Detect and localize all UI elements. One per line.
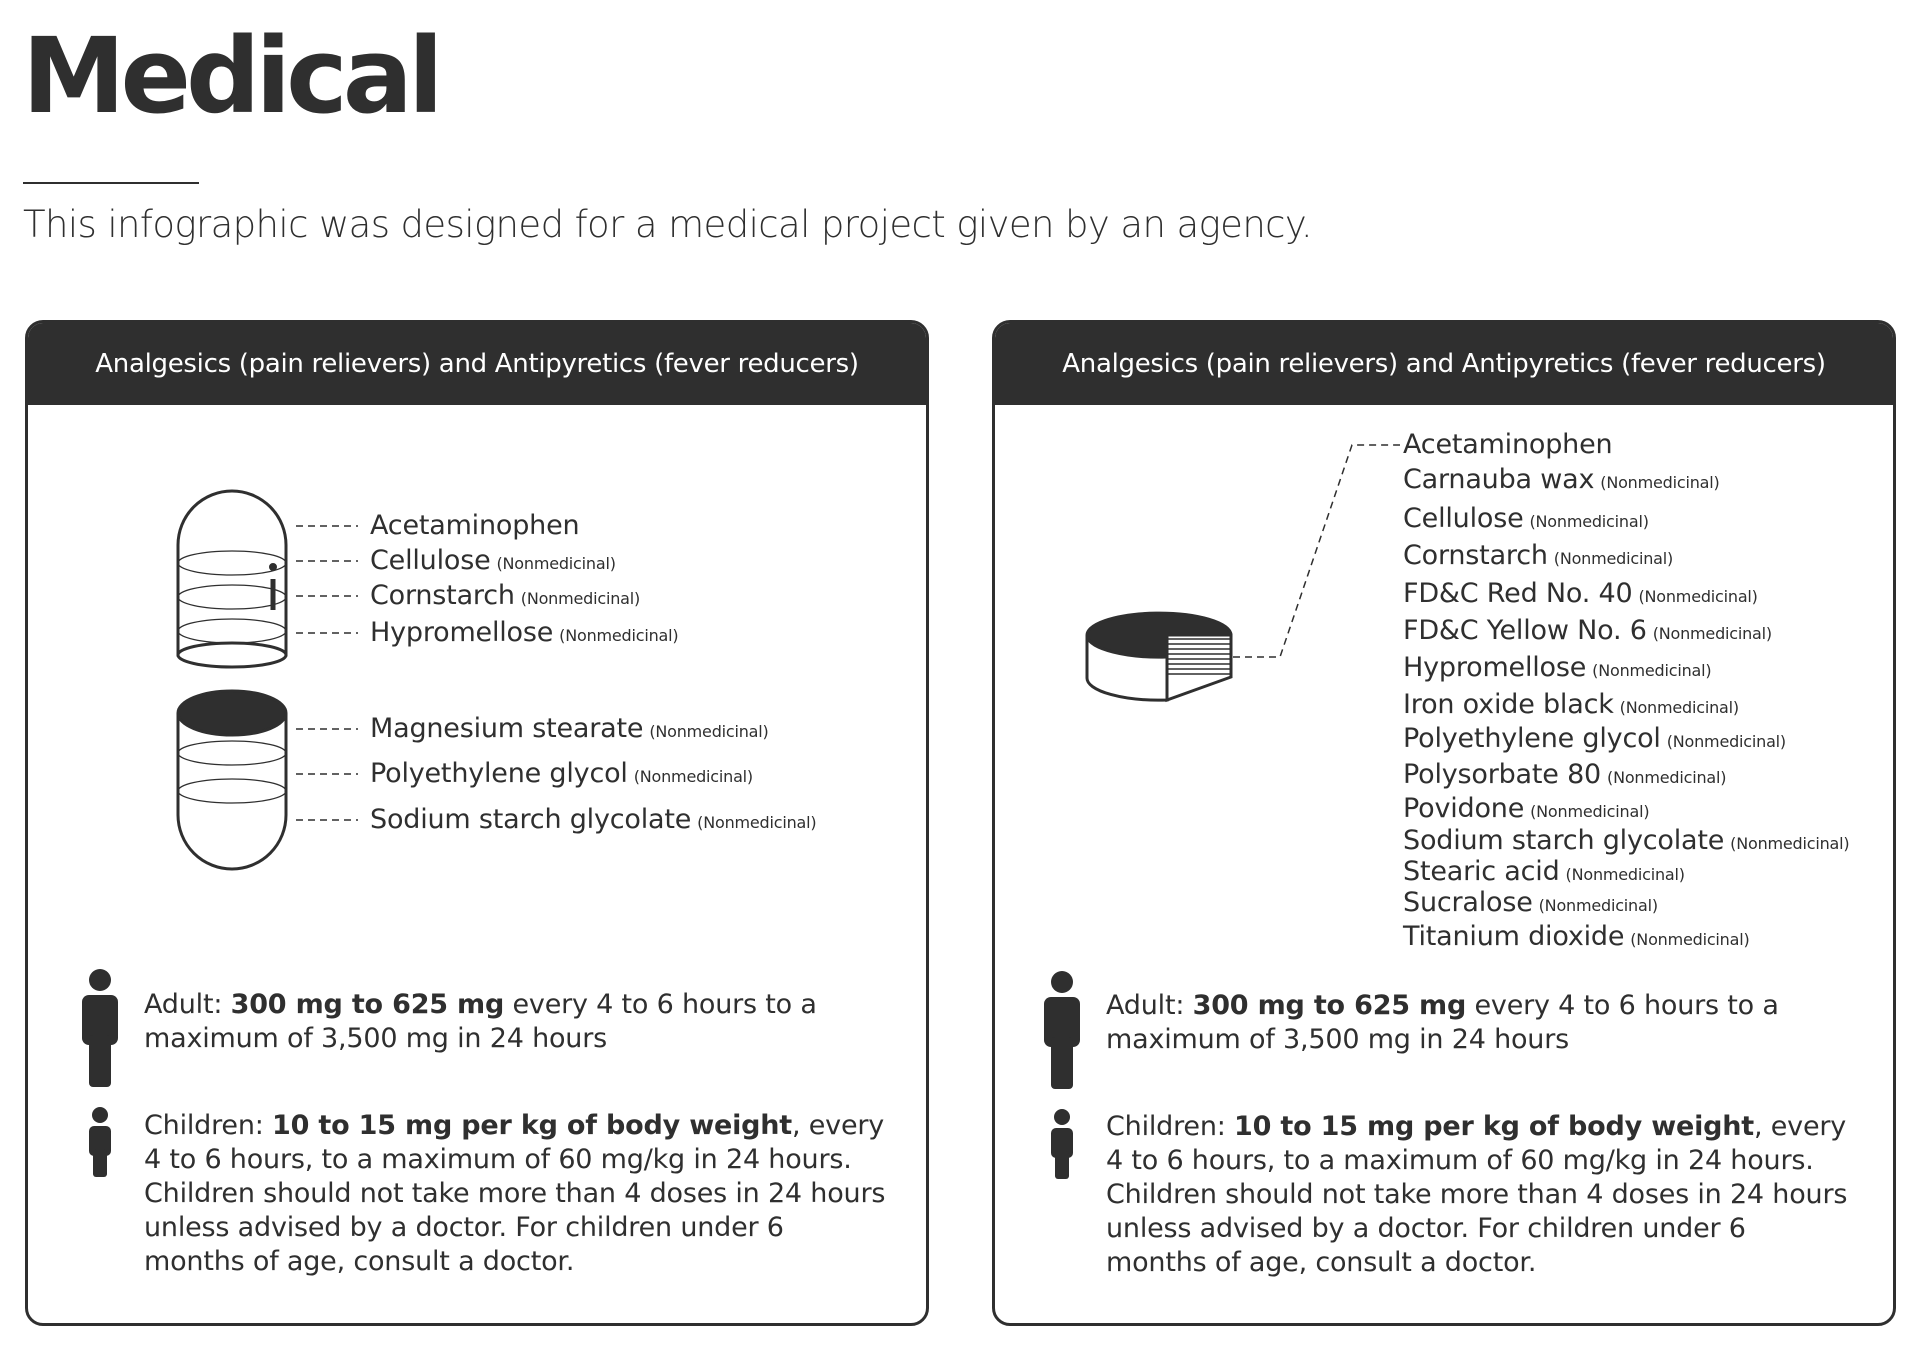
ingredient-item: Sodium starch glycolate (Nonmedicinal)	[1403, 825, 1850, 856]
ingredient-item: FD&C Red No. 40 (Nonmedicinal)	[1403, 578, 1758, 609]
ingredient-item: Stearic acid (Nonmedicinal)	[1403, 856, 1685, 887]
ingredient-item: Cornstarch (Nonmedicinal)	[1403, 540, 1674, 571]
ingredient-item: Acetaminophen	[1403, 429, 1613, 460]
ingredient-item: Polyethylene glycol (Nonmedicinal)	[1403, 723, 1786, 754]
ingredient-item: Cellulose (Nonmedicinal)	[370, 545, 616, 576]
ingredient-item: Povidone (Nonmedicinal)	[1403, 793, 1650, 824]
page-subtitle: This infographic was designed for a medical project given by an agency.	[23, 203, 1313, 246]
ingredient-item: Acetaminophen	[370, 510, 580, 541]
ingredient-item: Polysorbate 80 (Nonmedicinal)	[1403, 759, 1727, 790]
ingredient-item: Sucralose (Nonmedicinal)	[1403, 887, 1658, 918]
adult-dosage: Adult: 300 mg to 625 mg every 4 to 6 hours to a maximum of 3,500 mg in 24 hours	[1106, 990, 1779, 1055]
tablet-card	[992, 320, 1896, 1326]
children-dosage: Children: 10 to 15 mg per kg of body weight, every 4 to 6 hours, to a maximum of 60 mg/kg in 24 hours. Children should not take more than 4 doses in 24 hours unless advised by a doctor. For children under 6 months of age, consult a doctor.	[144, 1110, 886, 1277]
leader-lines	[296, 526, 358, 820]
ingredient-item: Iron oxide black (Nonmedicinal)	[1403, 689, 1739, 720]
capsule-icon	[178, 491, 286, 869]
adult-icon	[82, 969, 118, 1087]
card-header: Analgesics (pain relievers) and Antipyretics (fever reducers)	[995, 323, 1893, 405]
ingredient-item: Titanium dioxide (Nonmedicinal)	[1403, 921, 1750, 952]
children-dosage: Children: 10 to 15 mg per kg of body weight, every 4 to 6 hours, to a maximum of 60 mg/kg in 24 hours. Children should not take more than 4 doses in 24 hours unless advised by a doctor. For children under 6 months of age, consult a doctor.	[1106, 1111, 1848, 1278]
page-title: Medical	[22, 15, 439, 137]
capsule-card	[25, 320, 929, 1326]
child-icon	[89, 1107, 111, 1177]
ingredient-item: Polyethylene glycol (Nonmedicinal)	[370, 758, 753, 789]
ingredient-item: Cornstarch (Nonmedicinal)	[370, 580, 641, 611]
ingredient-item: Sodium starch glycolate (Nonmedicinal)	[370, 804, 817, 835]
title-divider	[23, 182, 199, 184]
adult-dosage: Adult: 300 mg to 625 mg every 4 to 6 hours to a maximum of 3,500 mg in 24 hours	[144, 989, 817, 1054]
ingredient-item: Carnauba wax (Nonmedicinal)	[1403, 464, 1720, 495]
ingredient-item: Magnesium stearate (Nonmedicinal)	[370, 713, 769, 744]
ingredient-item: Hypromellose (Nonmedicinal)	[1403, 652, 1712, 683]
ingredient-item: Hypromellose (Nonmedicinal)	[370, 617, 679, 648]
adult-icon	[1044, 971, 1080, 1089]
ingredient-item: FD&C Yellow No. 6 (Nonmedicinal)	[1403, 615, 1772, 646]
card-header: Analgesics (pain relievers) and Antipyretics (fever reducers)	[28, 323, 926, 405]
ingredient-item: Cellulose (Nonmedicinal)	[1403, 503, 1649, 534]
tablet-icon	[1087, 613, 1231, 700]
child-icon	[1051, 1109, 1073, 1179]
leader-line	[1233, 445, 1400, 657]
